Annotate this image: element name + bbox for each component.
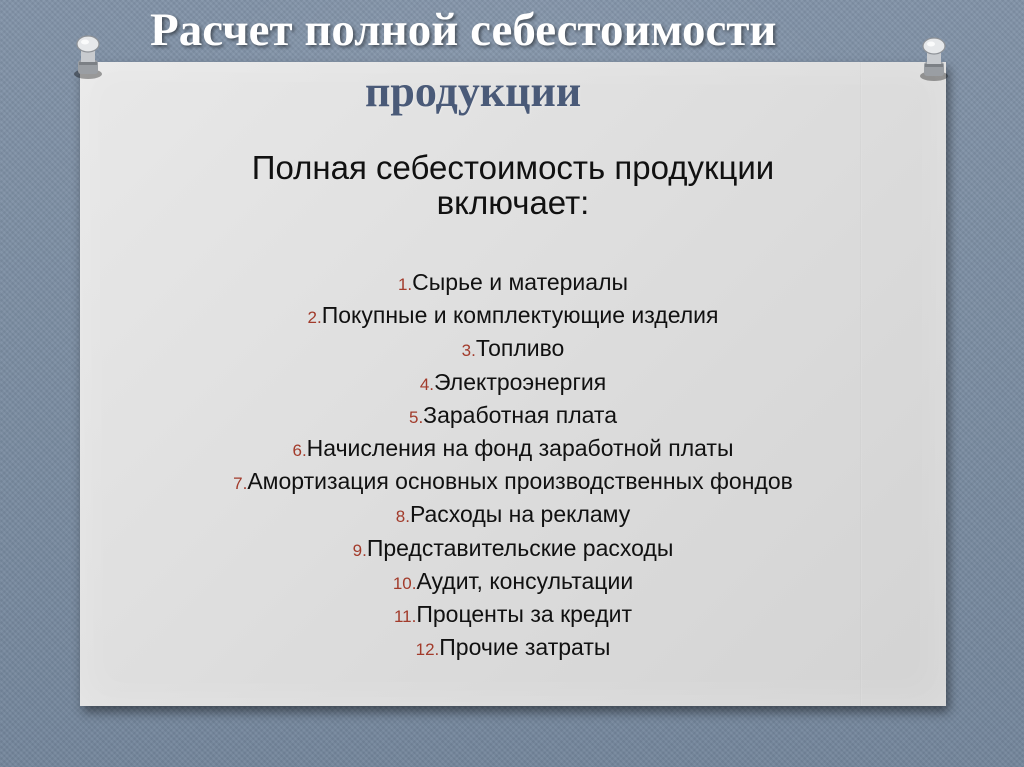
list-item-number: 10. — [392, 573, 417, 593]
list-item-number: 7. — [233, 474, 248, 494]
list-item-text: Заработная плата — [423, 401, 617, 428]
list-item-text: Начисления на фонд заработной платы — [306, 435, 734, 462]
list-item — [80, 632, 946, 665]
list-item — [80, 433, 946, 466]
list-item-number: 9. — [352, 540, 367, 560]
list-item — [80, 400, 946, 433]
slide-title: Расчет полной себестоимости — [150, 4, 777, 56]
list-item — [80, 499, 946, 532]
list-item — [80, 300, 946, 333]
list-item — [80, 599, 946, 632]
list-item-number: 6. — [292, 441, 307, 461]
list-item-number: 12. — [415, 640, 440, 660]
slide-subtitle: продукции — [365, 67, 582, 116]
list-item-number: 11. — [393, 607, 417, 627]
list-item-text: Аудит, консультации — [416, 567, 634, 594]
list-item-text: Прочие затраты — [439, 634, 611, 661]
list-item-number: 3. — [461, 341, 476, 361]
list-item-text: Сырье и материалы — [412, 269, 629, 295]
list-item-text: Покупные и комплектующие изделия — [321, 302, 719, 329]
list-item-text: Представительские расходы — [366, 534, 674, 561]
list-item-number: 2. — [307, 308, 322, 328]
list-item-number: 4. — [419, 374, 435, 394]
pushpin-icon — [914, 36, 954, 84]
cost-items-list — [80, 267, 946, 665]
content-heading-line2: включает: — [436, 184, 590, 221]
list-item — [80, 533, 946, 566]
list-item — [80, 566, 946, 599]
list-item-text: Проценты за кредит — [416, 601, 633, 628]
list-item-number: 1. — [397, 275, 413, 294]
list-item-number: 8. — [395, 507, 410, 527]
list-item — [80, 367, 946, 400]
list-item — [80, 466, 946, 499]
list-item-text: Амортизация основных производственных фондов — [247, 468, 793, 495]
content-heading-line1: Полная себестоимость продукции — [251, 149, 775, 186]
list-item-text: Топливо — [475, 335, 565, 362]
pushpin-icon — [68, 34, 108, 82]
content-heading — [80, 150, 946, 220]
list-item — [80, 267, 946, 300]
list-item-number: 5. — [408, 407, 424, 427]
list-item — [80, 333, 946, 366]
list-item-text: Расходы на рекламу — [409, 501, 631, 528]
list-item-text: Электроэнергия — [434, 368, 607, 395]
